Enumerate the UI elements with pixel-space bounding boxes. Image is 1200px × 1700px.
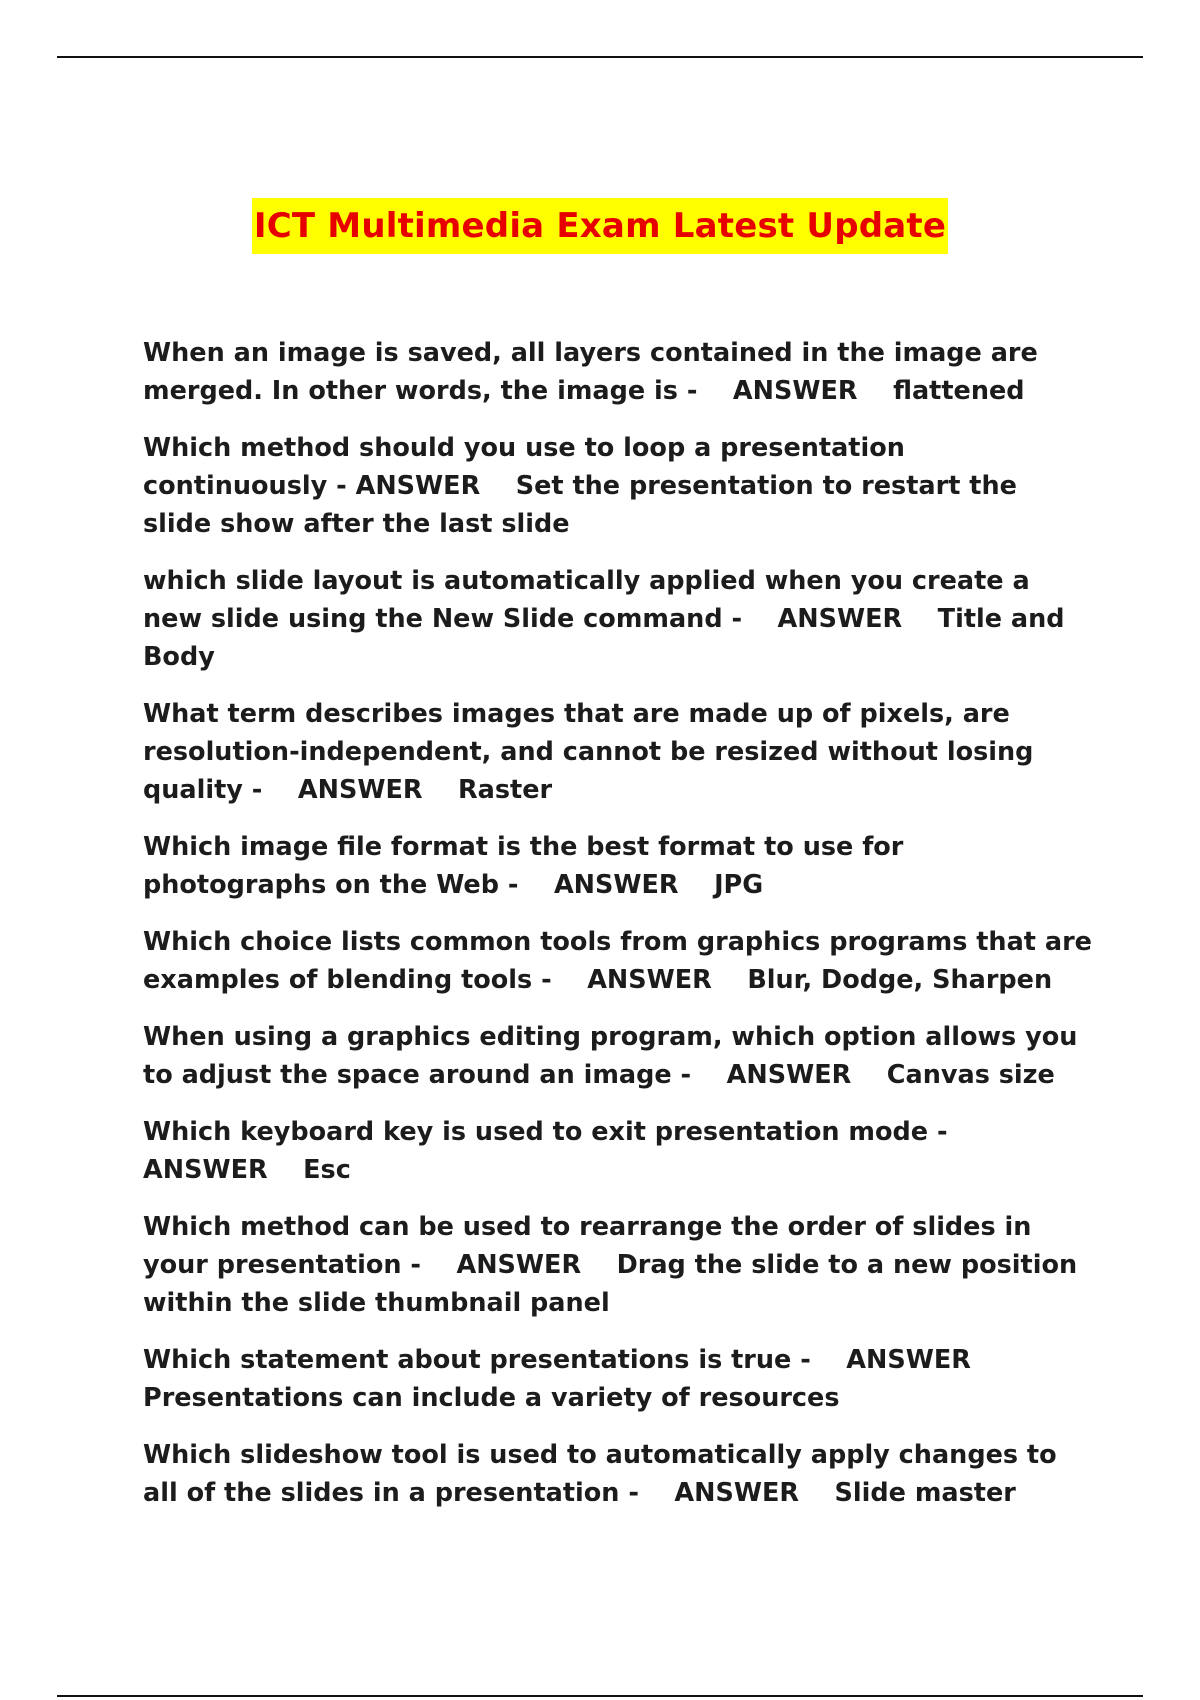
- qa-item: which slide layout is automatically applied when you create a new slide using the New Slide command - ANSWER Title and Body: [143, 566, 1074, 672]
- header-divider: [57, 56, 1143, 58]
- title-container: [0, 198, 1200, 254]
- qa-item: Which statement about presentations is true - ANSWER Presentations can include a variety of resources: [143, 1345, 1007, 1413]
- qa-item: Which method should you use to loop a presentation continuously - ANSWER Set the presentation to restart the slide show after the last slide: [143, 433, 1026, 539]
- qa-item: Which keyboard key is used to exit presentation mode - ANSWER Esc: [143, 1117, 984, 1185]
- qa-item: Which method can be used to rearrange the order of slides in your presentation - ANSWER Drag the slide to a new position within the slide thumbnail panel: [143, 1212, 1087, 1318]
- qa-item: Which image file format is the best format to use for photographs on the Web - ANSWER JPG: [143, 832, 913, 900]
- document-title: ICT Multimedia Exam Latest Update: [252, 198, 948, 254]
- qa-item: When using a graphics editing program, which option allows you to adjust the space around an image - ANSWER Canvas size: [143, 1022, 1087, 1090]
- question-answer-list: [143, 334, 1101, 1531]
- qa-item: What term describes images that are made up of pixels, are resolution-independent, and cannot be resized without losing quality - ANSWER Raster: [143, 699, 1043, 805]
- footer-divider: [57, 1695, 1143, 1697]
- qa-item: Which choice lists common tools from graphics programs that are examples of blending tools - ANSWER Blur, Dodge, Sharpen: [143, 927, 1101, 995]
- qa-item: When an image is saved, all layers contained in the image are merged. In other words, the image is - ANSWER flattened: [143, 338, 1047, 406]
- qa-item: Which slideshow tool is used to automatically apply changes to all of the slides in a presentation - ANSWER Slide master: [143, 1440, 1066, 1508]
